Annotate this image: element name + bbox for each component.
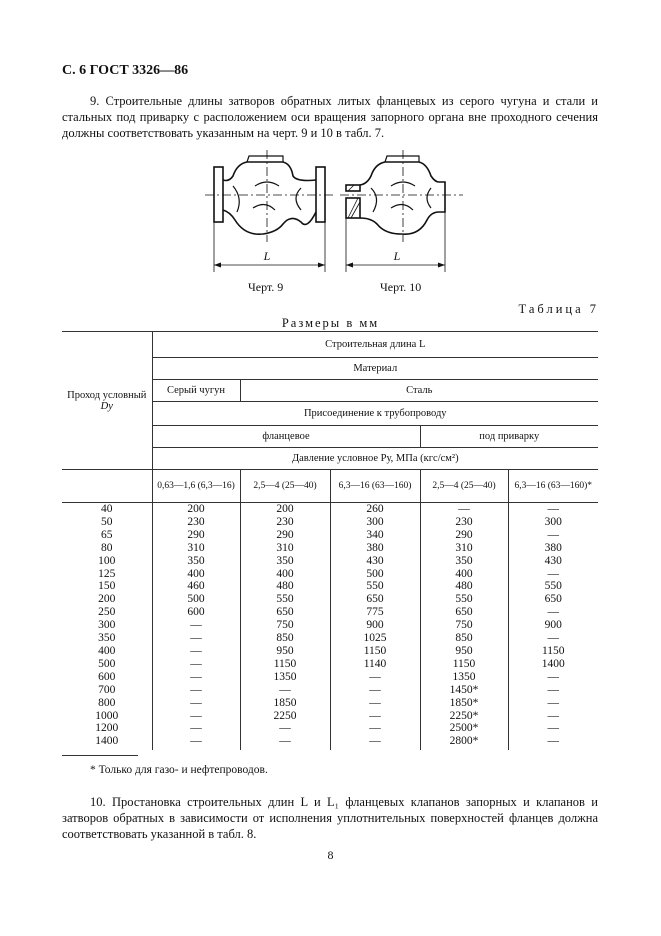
cell-dn: 65 [101,528,113,541]
table-row [62,735,598,750]
cell-length: 230 [420,516,508,529]
cell-length: 350 [420,555,508,568]
cell-length: 2500* [420,722,508,735]
paragraph-9: 9. Строительные длины затворов обратных литых фланцевых из серого чугуна и стали и стальных под приварку с расположением оси вращения запорного органа вне проходного сечения должны соответствовать указанным на черт. 9 и 10 в табл. 7. [62,94,598,140]
header-welded: под приварку [420,426,598,448]
cell-length: 430 [330,555,420,568]
cell-dn: 40 [101,503,113,515]
cell-length: 200 [240,503,330,516]
page-number: 8 [327,848,334,862]
cell-dn: 250 [98,606,116,619]
cell-length: 290 [240,529,330,542]
cell-length: 775 [330,606,420,619]
header-material: Материал [152,358,598,380]
cell-dn: 125 [98,567,116,580]
cell-dn: 300 [98,619,116,632]
cell-dn: 150 [98,580,116,593]
cell-dn: 50 [101,515,113,528]
caption-figure-10: Черт. 10 [380,280,422,294]
cell-length: 260 [330,503,420,516]
cell-length: — [152,645,240,658]
paragraph-10: 10. Простановка строительных длин L и L₁ фланцевых клапанов запорных и клапанов и затворов обратных в зависимости от исполнения уплотнительных поверхностей фланцев должна соответствовать указанной в табл. 8. [62,795,598,841]
caption-figure-9: Черт. 9 [248,280,284,294]
cell-length: — [508,735,598,750]
cell-length: 1150 [330,645,420,658]
table-row [62,645,598,658]
cell-length: — [420,503,508,516]
table-row [62,697,598,710]
header-p-col-1: 0,63—1,6 (6,3—16) [152,470,240,503]
cell-length: — [330,710,420,723]
cell-length: — [508,671,598,684]
cell-length: 340 [330,529,420,542]
cell-length: — [152,632,240,645]
table-row [62,555,598,568]
cell-length: 230 [240,516,330,529]
cell-length: — [330,722,420,735]
cell-length: 550 [240,593,330,606]
cell-length: 400 [240,568,330,581]
header-p-col-2: 2,5—4 (25—40) [240,470,330,503]
footnote-rule [62,755,138,756]
cell-dn: 700 [98,683,116,696]
table-row [62,529,598,542]
header-length: Строительная длина L [152,332,598,358]
cell-length: — [330,735,420,750]
cell-length: 230 [152,516,240,529]
drawings [205,150,465,275]
dim-label-9: L [263,249,271,263]
table-row [62,671,598,684]
cell-length: 1450* [420,684,508,697]
cell-length: 550 [330,580,420,593]
cell-length: — [240,684,330,697]
cell-length: 550 [508,580,598,593]
cell-length: 400 [152,568,240,581]
cell-length: 900 [330,619,420,632]
header-dn-cont [62,470,152,503]
table-row [62,710,598,723]
cell-length: — [240,722,330,735]
cell-dn: 1400 [95,735,119,748]
cell-dn: 800 [98,696,116,709]
cell-length: — [508,710,598,723]
header-connection: Присоединение к трубопроводу [152,402,598,426]
cell-length: — [508,606,598,619]
cell-length: 1150 [240,658,330,671]
cell-length: 310 [152,542,240,555]
header-p-col-3: 6,3—16 (63—160) [330,470,420,503]
cell-length: 2250 [240,710,330,723]
table-row [62,619,598,632]
cell-length: 480 [240,580,330,593]
cell-length: — [152,697,240,710]
header-flanged: фланцевое [152,426,420,448]
cell-length: 290 [152,529,240,542]
cell-length: — [508,632,598,645]
cell-length: — [508,529,598,542]
cell-length: — [152,658,240,671]
cell-length: 750 [420,619,508,632]
header-dn-label: Проход условный [67,389,147,401]
cell-length: 500 [152,593,240,606]
cell-length: — [152,710,240,723]
cell-length: 1140 [330,658,420,671]
table-row [62,722,598,735]
cell-dn: 100 [98,554,116,567]
cell-length: 350 [152,555,240,568]
cell-length: 1350 [420,671,508,684]
cell-length: 850 [240,632,330,645]
header-dn-symbol: Dу [100,400,113,412]
cell-length: 900 [508,619,598,632]
cell-length: 480 [420,580,508,593]
table-body [62,503,598,751]
table-row [62,542,598,555]
cell-length: 650 [240,606,330,619]
cell-length: 1850* [420,697,508,710]
cell-length: 460 [152,580,240,593]
cell-length: 950 [240,645,330,658]
table-row [62,658,598,671]
table-row [62,684,598,697]
cell-length: 400 [420,568,508,581]
cell-length: 2250* [420,710,508,723]
cell-length: 750 [240,619,330,632]
cell-length: 430 [508,555,598,568]
cell-length: 650 [508,593,598,606]
cell-length: 950 [420,645,508,658]
cell-dn: 350 [98,632,116,645]
cell-length: 1400 [508,658,598,671]
header-steel: Сталь [240,380,598,402]
table-row [62,632,598,645]
cell-length: — [508,697,598,710]
cell-dn: 400 [98,644,116,657]
cell-length: 300 [508,516,598,529]
table-units: Размеры в мм [281,316,380,330]
table-row [62,516,598,529]
dim-label-10: L [393,249,401,263]
cell-length: 380 [330,542,420,555]
cell-length: — [508,503,598,516]
cell-dn: 1000 [95,709,119,722]
page-header: С. 6 ГОСТ 3326—86 [62,63,189,78]
table-7 [62,331,598,750]
cell-length: 1350 [240,671,330,684]
cell-dn: 80 [101,541,113,554]
table-number: Таблица 7 [518,302,599,316]
cell-length: 380 [508,542,598,555]
cell-length: — [508,568,598,581]
cell-length: 500 [330,568,420,581]
cell-length: 300 [330,516,420,529]
cell-length: 850 [420,632,508,645]
cell-length: — [152,684,240,697]
cell-length: 310 [240,542,330,555]
table-row [62,593,598,606]
header-p-col-4: 2,5—4 (25—40) [420,470,508,503]
cell-length: 2800* [420,735,508,750]
cell-dn: 200 [98,593,116,606]
cell-length: — [152,722,240,735]
cell-length: 650 [420,606,508,619]
header-pressure: Давление условное Pу, МПа (кгс/см²) [152,448,598,470]
footnote: * Только для газо- и нефтепроводов. [90,764,268,776]
header-p-col-5: 6,3—16 (63—160)* [508,470,598,503]
cell-length: — [508,684,598,697]
cell-length: 310 [420,542,508,555]
cell-length: — [152,671,240,684]
cell-length: — [152,619,240,632]
cell-dn: 1200 [95,722,119,735]
cell-length: 1150 [508,645,598,658]
cell-dn: 500 [98,657,116,670]
cell-length: 550 [420,593,508,606]
cell-length: 650 [330,593,420,606]
cell-length: — [330,697,420,710]
cell-length: — [330,671,420,684]
table-row [62,503,598,516]
cell-length: 290 [420,529,508,542]
cell-dn: 600 [98,670,116,683]
cell-length: 200 [152,503,240,516]
table-row [62,606,598,619]
cell-length: 350 [240,555,330,568]
table-row [62,568,598,581]
cell-length: — [240,735,330,750]
cell-length: 1150 [420,658,508,671]
cell-length: 1850 [240,697,330,710]
table-row [62,580,598,593]
header-dn [62,332,152,470]
drawing-10 [340,150,463,272]
cell-length: — [330,684,420,697]
cell-length: 1025 [330,632,420,645]
header-castiron: Серый чугун [152,380,240,402]
cell-length: 600 [152,606,240,619]
cell-length: — [152,735,240,750]
cell-length: — [508,722,598,735]
